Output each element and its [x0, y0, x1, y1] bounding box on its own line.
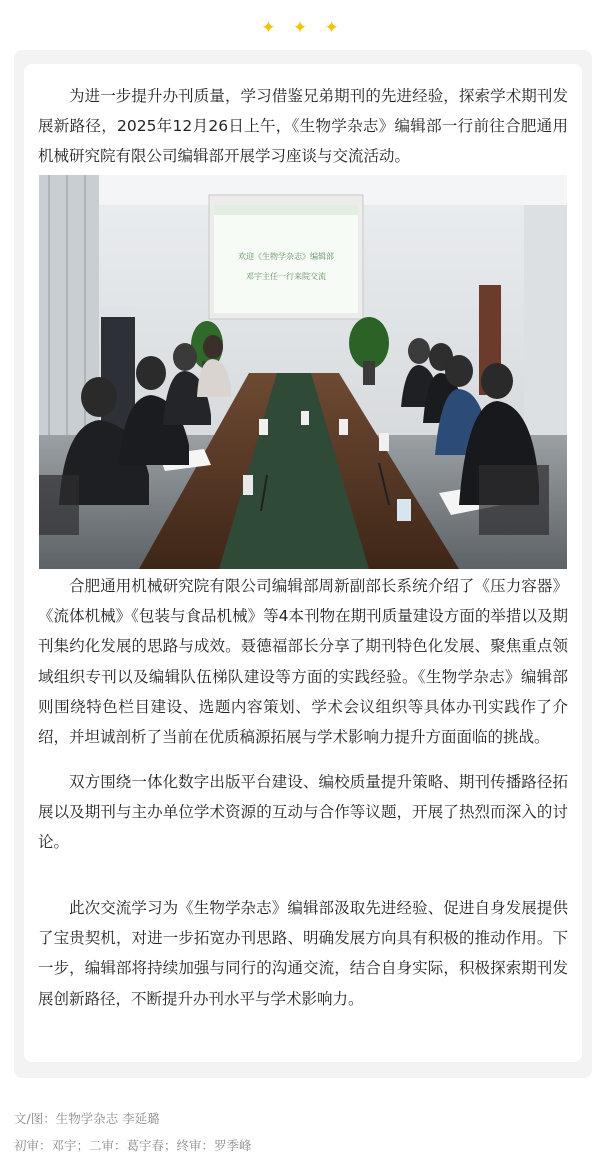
review-credit: 初审：邓宇；二审：葛宇春；终审：罗季峰 — [14, 1138, 252, 1153]
author-credit: 文/图：生物学杂志 李延璐 — [14, 1111, 160, 1126]
screen-text-line2: 邓宇主任一行来院交流 — [246, 272, 326, 281]
article-paragraph-1: 为进一步提升办刊质量，学习借鉴兄弟期刊的先进经验，探索学术期刊发展新路径，2025年12月26日上午，《生物学杂志》编辑部一行前往合肥通用机械研究院有限公司编辑部开展学习座谈与交流活动。 — [38, 87, 568, 166]
article-paragraph-3: 双方围绕一体化数字出版平台建设、编校质量提升策略、期刊传播路径拓展以及期刊与主办单位学术资源的互动与合作等议题，开展了热烈而深入的讨论。 — [38, 773, 568, 852]
article-paragraph-2: 合肥通用机械研究院有限公司编辑部周新副部长系统介绍了《压力容器》《流体机械》《包装与食品机械》等4本刊物在期刊质量建设方面的举措以及期刊集约化发展的思路与成效。聂德福部长分享了期刊特色化发展、聚焦重点领域组织专刊以及编辑队伍梯队建设等方面的实践经验。《生物学杂志》编辑部则围绕特色栏目建设、选题内容策划、学术会议组织等具体办刊实践作了介绍，并坦诚剖析了当前在优质稿源拓展与学术影响力提升方面面临的挑战。 — [38, 577, 568, 747]
article-paragraph-4: 此次交流学习为《生物学杂志》编辑部汲取先进经验、促进自身发展提供了宝贵契机，对进一步拓宽办刊思路、明确发展方向具有积极的推动作用。下一步，编辑部将持续加强与同行的沟通交流，结合自身实际，积极探索期刊发展创新路径，不断提升办刊水平与学术影响力。 — [38, 899, 568, 1008]
meeting-photo — [39, 175, 567, 569]
decorative-stars: ✦ ✦ ✦ — [261, 18, 345, 38]
screen-text-line1: 欢迎《生物学杂志》编辑部 — [238, 252, 334, 261]
